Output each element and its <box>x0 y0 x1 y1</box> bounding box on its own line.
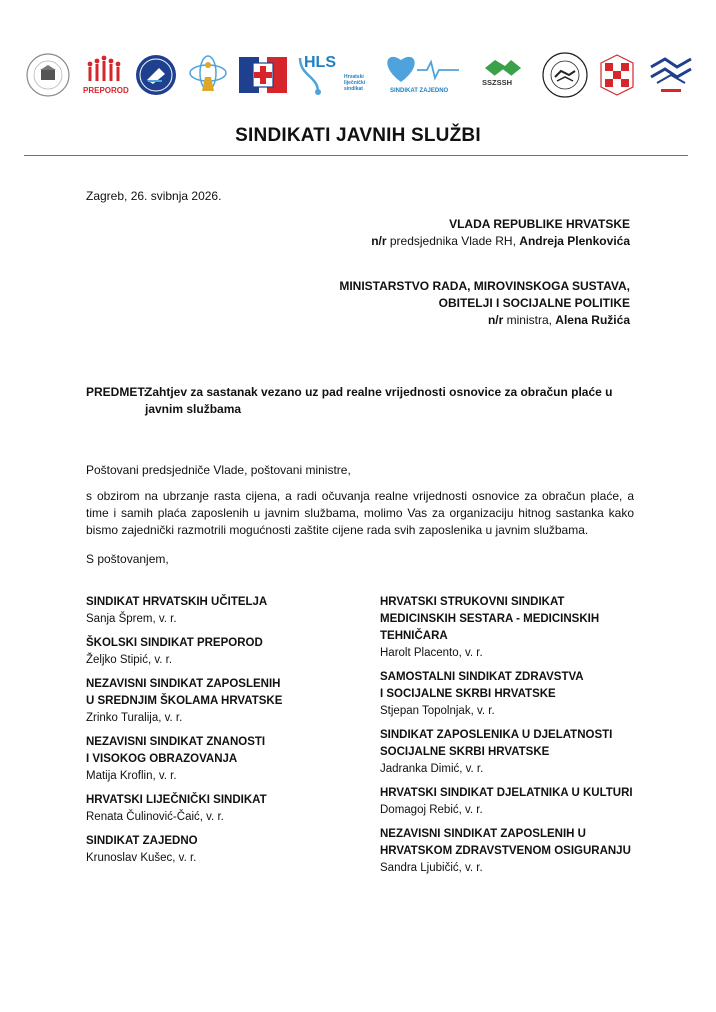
letter-date: Zagreb, 26. svibnja 2026. <box>86 189 222 203</box>
recipient-ministry-attn: n/r ministra, Alena Ružića <box>487 313 630 327</box>
preporod-logo <box>80 52 128 98</box>
hls-logo <box>296 52 376 98</box>
greeting: Poštovani predsjedniče Vlade, poštovani ministre, <box>86 463 351 477</box>
signature-block <box>86 833 356 867</box>
signature-union-name: ŠKOLSKI SINDIKAT PREPOROD <box>86 637 263 649</box>
hls-subcaption: Hrvatski liječnički sindikat <box>344 74 366 92</box>
body-paragraph: s obzirom na ubrzanje rasta cijena, a radi očuvanja realne vrijednosti osnovice za obračun plaće, a time i samih plaća zaposlenih u javnim službama, molimo Vas za organizaciju hitnog sastanka kako bismo zajednički razmotrili mogućnosti zaštite cijene rada svih zaposlenika u javnim službama. <box>86 489 634 537</box>
nsznvo-logo <box>184 52 232 98</box>
signature-union-name: U SREDNJIM ŠKOLAMA HRVATSKE <box>86 695 283 707</box>
recipient-government-attn: n/r predsjednika Vlade RH, Andreja Plenkovića <box>371 234 630 248</box>
recipient-ministry-name-line2: OBITELJI I SOCIJALNE POLITIKE <box>438 296 630 310</box>
signature-union-name: HRVATSKOM ZDRAVSTVENOM OSIGURANJU <box>380 845 631 857</box>
recipient-ministry-name-line1: MINISTARSTVO RADA, MIROVINSKOGA SUSTAVA, <box>339 279 630 293</box>
page-title: SINDIKATI JAVNIH SLUŽBI <box>235 125 481 146</box>
nszhzo-logo <box>646 52 696 98</box>
sindikat-zajedno-logo <box>380 52 462 98</box>
signature-person-name: Zrinko Turalija, v. r. <box>86 712 183 724</box>
recipient-government <box>371 216 630 250</box>
signature-block <box>380 594 650 662</box>
subject-label: PREDMET: <box>86 385 148 399</box>
signature-person-name: Sanja Šprem, v. r. <box>86 613 177 625</box>
nszssh-logo <box>134 52 178 98</box>
szdssh-logo <box>540 52 590 98</box>
subject-line <box>86 384 634 418</box>
signature-union-name: SINDIKAT HRVATSKIH UČITELJA <box>86 596 268 608</box>
signature-person-name: Sandra Ljubičić, v. r. <box>380 862 483 874</box>
signature-block <box>380 727 650 778</box>
recipient-ministry <box>339 278 630 329</box>
signature-union-name: MEDICINSKIH SESTARA - MEDICINSKIH <box>380 613 600 625</box>
signature-block <box>86 594 356 628</box>
title-divider <box>24 155 688 156</box>
signature-block <box>86 635 356 669</box>
signature-person-name: Domagoj Rebić, v. r. <box>380 804 483 816</box>
hls-cross-logo <box>238 52 288 98</box>
signature-union-name: HRVATSKI SINDIKAT DJELATNIKA U KULTURI <box>380 787 633 799</box>
signature-union-name: NEZAVISNI SINDIKAT ZAPOSLENIH U <box>380 828 586 840</box>
signature-person-name: Renata Čulinović-Čaić, v. r. <box>86 811 224 823</box>
signature-union-name: HRVATSKI STRUKOVNI SINDIKAT <box>380 596 565 608</box>
union-logos-strip <box>24 52 696 100</box>
signature-union-name: NEZAVISNI SINDIKAT ZAPOSLENIH <box>86 678 281 690</box>
signature-block <box>86 676 356 727</box>
signature-block <box>86 734 356 785</box>
signatures-left-column <box>86 594 356 874</box>
sszssh-logo <box>470 52 536 98</box>
signature-person-name: Matija Kroflin, v. r. <box>86 770 177 782</box>
hsdk-logo <box>594 52 640 98</box>
signature-union-name: SINDIKAT ZAJEDNO <box>86 835 198 847</box>
signature-block <box>380 826 650 877</box>
signature-union-name: SOCIJALNE SKRBI HRVATSKE <box>380 746 550 758</box>
sszssh-caption: SSZSSH <box>482 78 513 87</box>
subject-text: Zahtjev za sastanak vezano uz pad realne vrijednosti osnovice za obračun plaće u javnim službama <box>145 385 613 416</box>
signature-person-name: Jadranka Dimić, v. r. <box>380 763 484 775</box>
signature-person-name: Harolt Placento, v. r. <box>380 647 483 659</box>
signature-person-name: Željko Stipić, v. r. <box>86 654 173 666</box>
zajedno-caption: SINDIKAT ZAJEDNO <box>390 88 449 94</box>
signature-block <box>86 792 356 826</box>
hls-caption: HLS <box>304 54 336 71</box>
signature-union-name: I VISOKOG OBRAZOVANJA <box>86 753 238 765</box>
signature-union-name: SAMOSTALNI SINDIKAT ZDRAVSTVA <box>380 671 584 683</box>
signature-union-name: SINDIKAT ZAPOSLENIKA U DJELATNOSTI <box>380 729 613 741</box>
signature-block <box>380 669 650 720</box>
recipient-government-name: VLADA REPUBLIKE HRVATSKE <box>449 217 630 231</box>
signatures-right-column <box>380 594 650 884</box>
sindikat-hrvatskih-ucitelja-logo <box>24 52 72 98</box>
closing: S poštovanjem, <box>86 552 169 566</box>
signature-person-name: Krunoslav Kušec, v. r. <box>86 852 197 864</box>
signature-union-name: HRVATSKI LIJEČNIČKI SINDIKAT <box>86 794 267 806</box>
signature-block <box>380 785 650 819</box>
preporod-caption: PREPOROD <box>83 86 129 95</box>
signature-union-name: I SOCIJALNE SKRBI HRVATSKE <box>380 688 556 700</box>
signature-union-name: NEZAVISNI SINDIKAT ZNANOSTI <box>86 736 266 748</box>
signature-union-name: TEHNIČARA <box>380 630 448 642</box>
signature-person-name: Stjepan Topolnjak, v. r. <box>380 705 495 717</box>
